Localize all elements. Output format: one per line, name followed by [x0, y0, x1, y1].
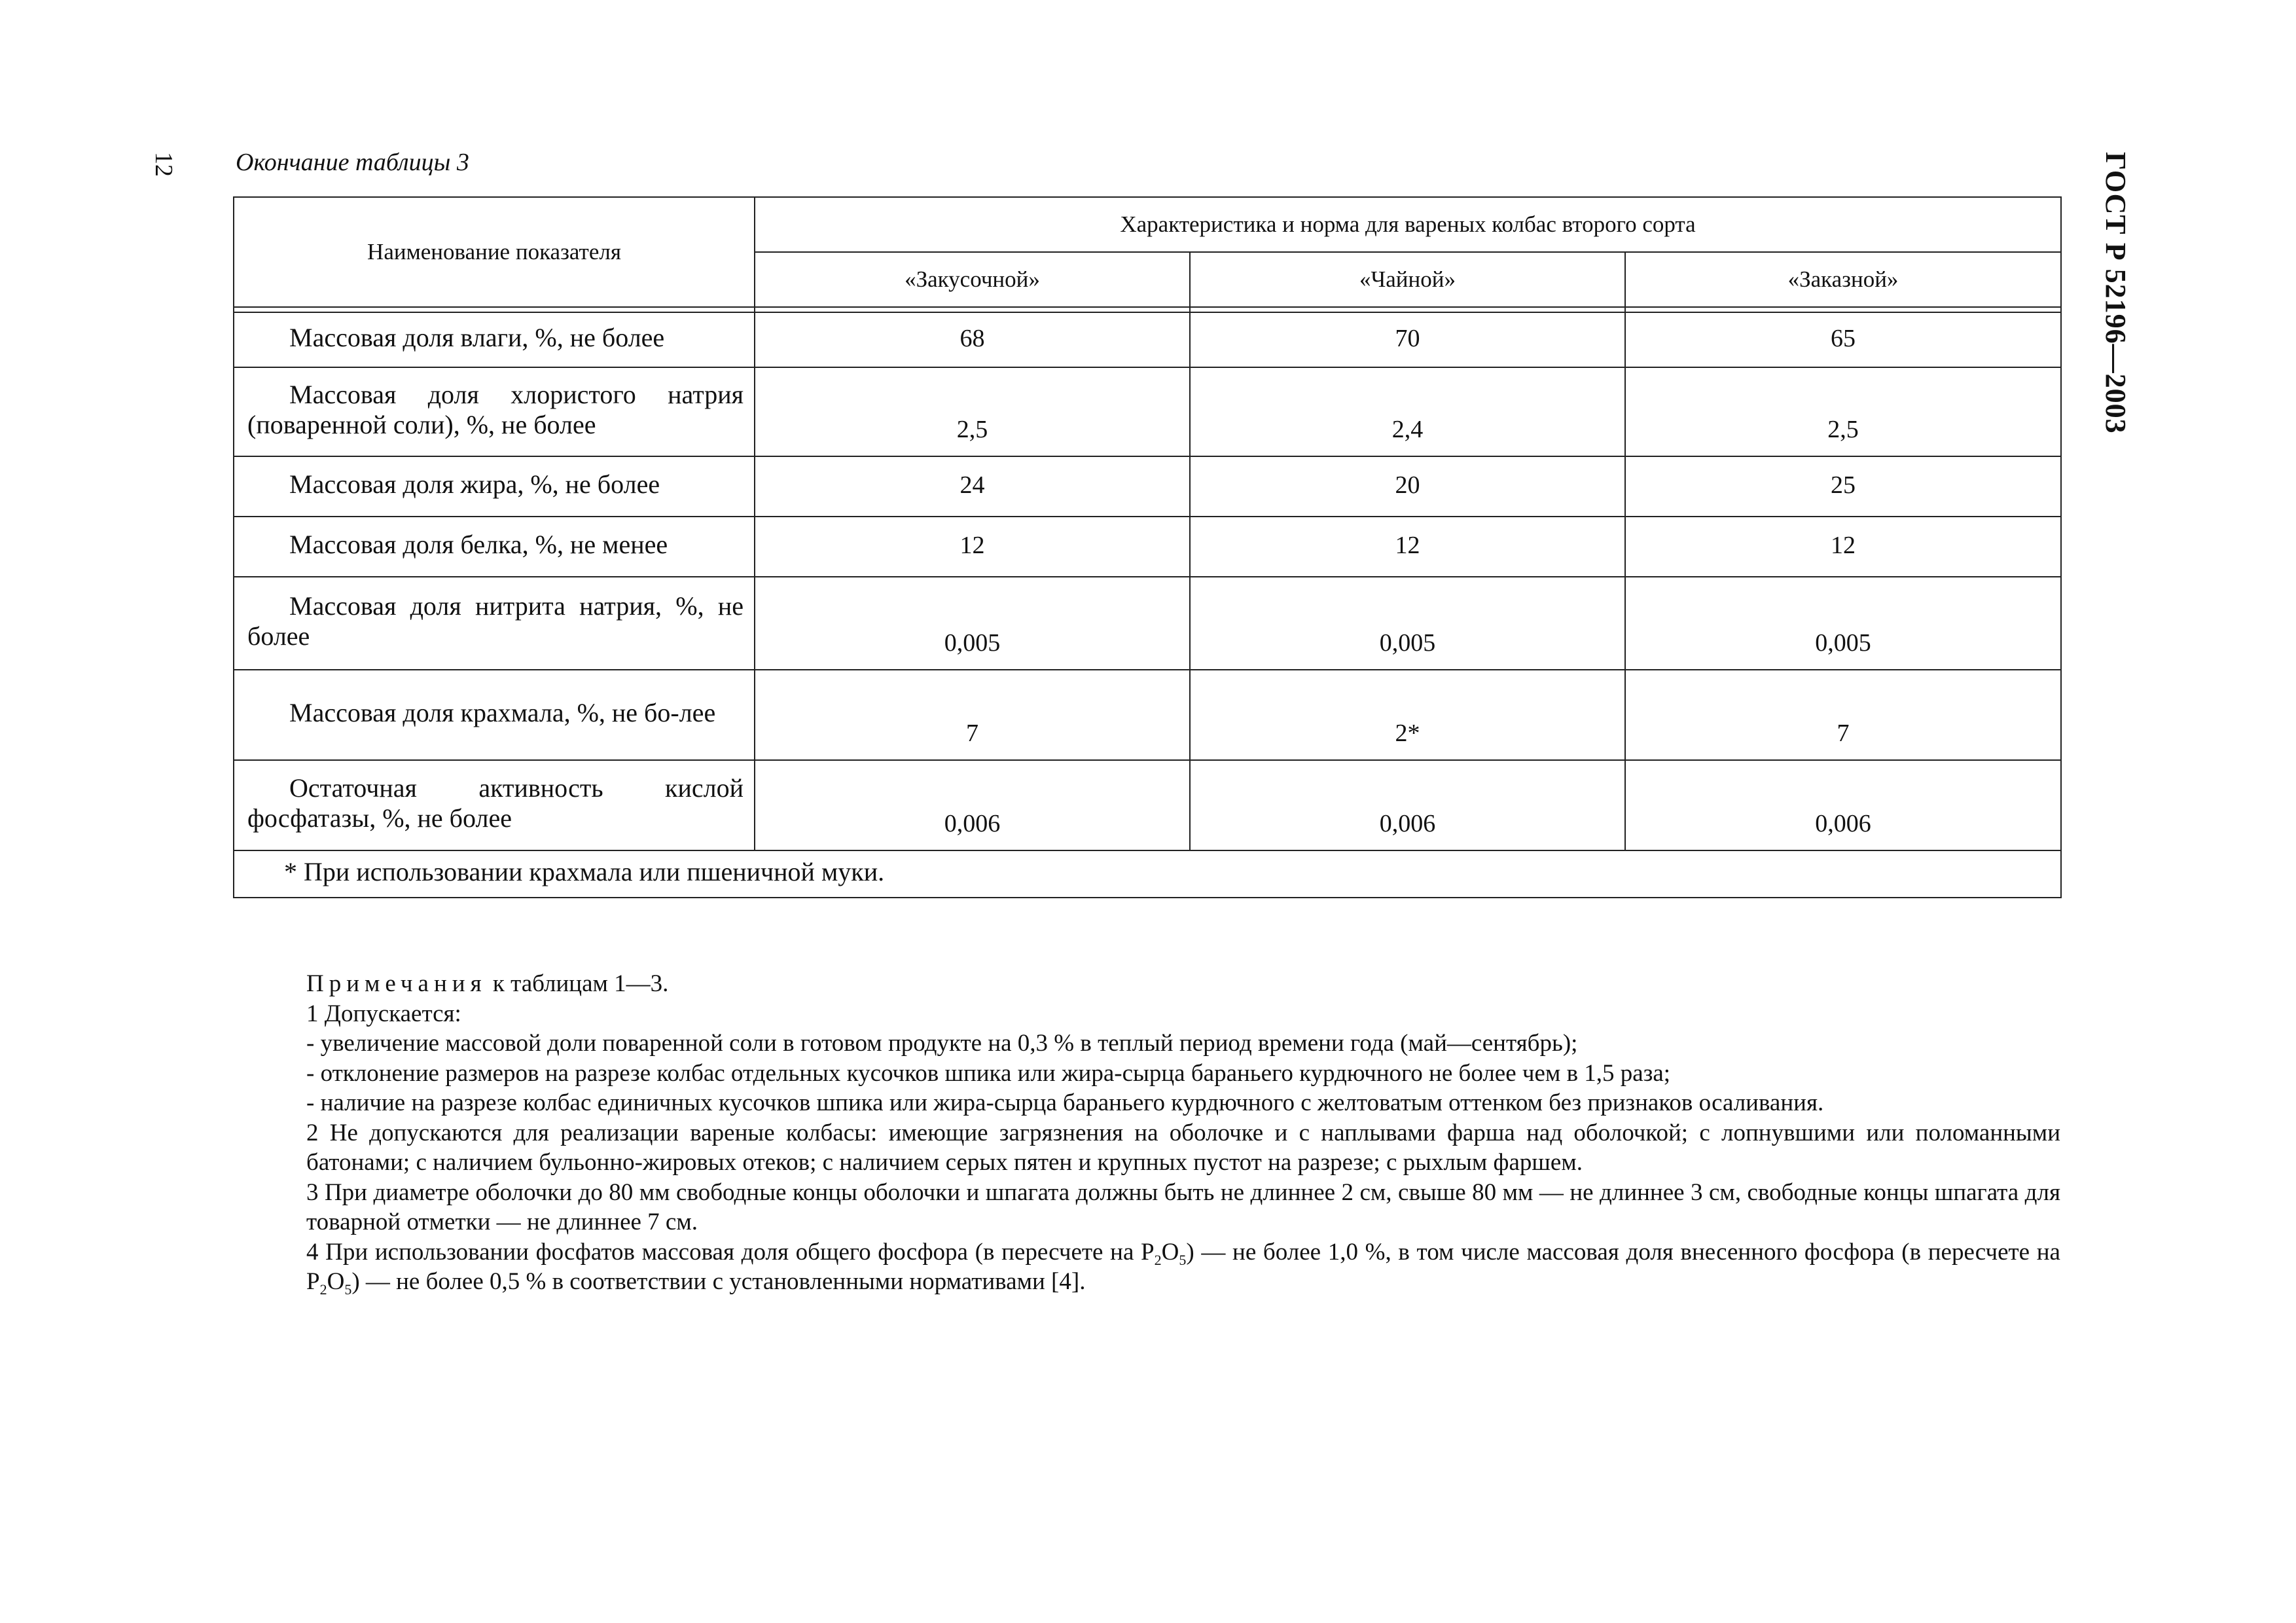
table-row	[234, 577, 2061, 670]
note-1a: - увеличение массовой доли поваренной соли в готовом продукте на 0,3 % в теплый период времени года (май—сентябрь);	[306, 1030, 1578, 1057]
page-number: 12	[150, 152, 177, 177]
indicators-table	[233, 196, 2062, 898]
cell-value: 12	[755, 517, 1190, 577]
document-title: ГОСТ Р 52196—2003	[2100, 152, 2132, 434]
cell-value: 7	[755, 670, 1190, 760]
table-caption: Окончание таблицы 3	[236, 149, 469, 176]
cell-value: 65	[1625, 312, 2061, 367]
note-3: 3 При диаметре оболочки до 80 мм свободные концы оболочки и шпагата должны быть не длиннее 2 см, свыше 80 мм — не длиннее 3 см, свободные концы шпагата для товарной отметки — не длиннее 7 см.	[306, 1178, 2060, 1235]
cell-value: 20	[1190, 456, 1625, 517]
notes-heading: Примечания к таблицам 1—3.	[306, 970, 669, 997]
cell-value: 7	[1625, 670, 2061, 760]
cell-value: 25	[1625, 456, 2061, 517]
note-2: 2 Не допускаются для реализации вареные колбасы: имеющие загрязнения на оболочке и с наплывами фарша над оболочкой; с лопнувшими или поломанными батонами; с наличием бульонно-жировых отеков; с наличием серых пятен и крупных пустот на разрезе; с рыхлым фаршем.	[306, 1119, 2060, 1176]
cell-value: 2*	[1190, 670, 1625, 760]
row-name: Массовая доля белка, %, не менее	[234, 517, 755, 577]
note-4: 4 При использовании фосфатов массовая доля общего фосфора (в пересчете на $P_2O_5$) — не более 1,0 %, в том числе массовая доля внесенного фосфора (в пересчете на $P_2O_5$) — не более 0,5 % в соответствии с установленными нормативами [4].	[306, 1238, 2060, 1298]
row-name: Массовая доля хлористого натрия (поваренной соли), %, не более	[234, 367, 755, 456]
note-1: 1 Допускается:	[306, 1000, 461, 1027]
note-1b: - отклонение размеров на разрезе колбас отдельных кусочков шпика или жира-сырца бараньего курдючного не более чем в 1,5 раза;	[306, 1059, 1671, 1087]
table-row	[234, 456, 2061, 517]
cell-value: 12	[1190, 517, 1625, 577]
row-name: Остаточная активность кислой фосфатазы, %, не более	[234, 760, 755, 850]
table-row	[234, 670, 2061, 760]
row-name: Массовая доля нитрита натрия, %, не более	[234, 577, 755, 670]
footnote-row	[234, 850, 2061, 898]
cell-value: 0,006	[1625, 760, 2061, 850]
cell-value: 0,006	[755, 760, 1190, 850]
cell-value: 2,4	[1190, 367, 1625, 456]
notes-section	[238, 969, 2060, 1297]
table-row	[234, 760, 2061, 850]
row-name: Массовая доля крахмала, %, не бо-лее	[234, 670, 755, 760]
row-name: Массовая доля влаги, %, не более	[234, 312, 755, 367]
cell-value: 0,006	[1190, 760, 1625, 850]
header-col-zakusochnoy: «Закусочной»	[755, 252, 1190, 307]
row-name: Массовая доля жира, %, не более	[234, 456, 755, 517]
cell-value: 12	[1625, 517, 2061, 577]
cell-value: 2,5	[1625, 367, 2061, 456]
cell-value: 0,005	[755, 577, 1190, 670]
table-row	[234, 312, 2061, 367]
note-1c: - наличие на разрезе колбас единичных кусочков шпика или жира-сырца бараньего курдючного с желтоватым оттенком без признаков осаливания.	[306, 1089, 1824, 1116]
cell-value: 68	[755, 312, 1190, 367]
cell-value: 0,005	[1625, 577, 2061, 670]
cell-value: 0,005	[1190, 577, 1625, 670]
cell-value: 24	[755, 456, 1190, 517]
header-group: Характеристика и норма для вареных колбас второго сорта	[755, 197, 2061, 252]
header-separator	[234, 307, 2061, 312]
header-indicator-name: Наименование показателя	[234, 197, 755, 307]
table-header-row	[234, 197, 2061, 252]
header-col-zakaznoy: «Заказной»	[1625, 252, 2061, 307]
header-col-chaynoy: «Чайной»	[1190, 252, 1625, 307]
table-row	[234, 367, 2061, 456]
cell-value: 2,5	[755, 367, 1190, 456]
table-row	[234, 517, 2061, 577]
cell-value: 70	[1190, 312, 1625, 367]
table-footnote: * При использовании крахмала или пшеничной муки.	[234, 850, 2061, 898]
